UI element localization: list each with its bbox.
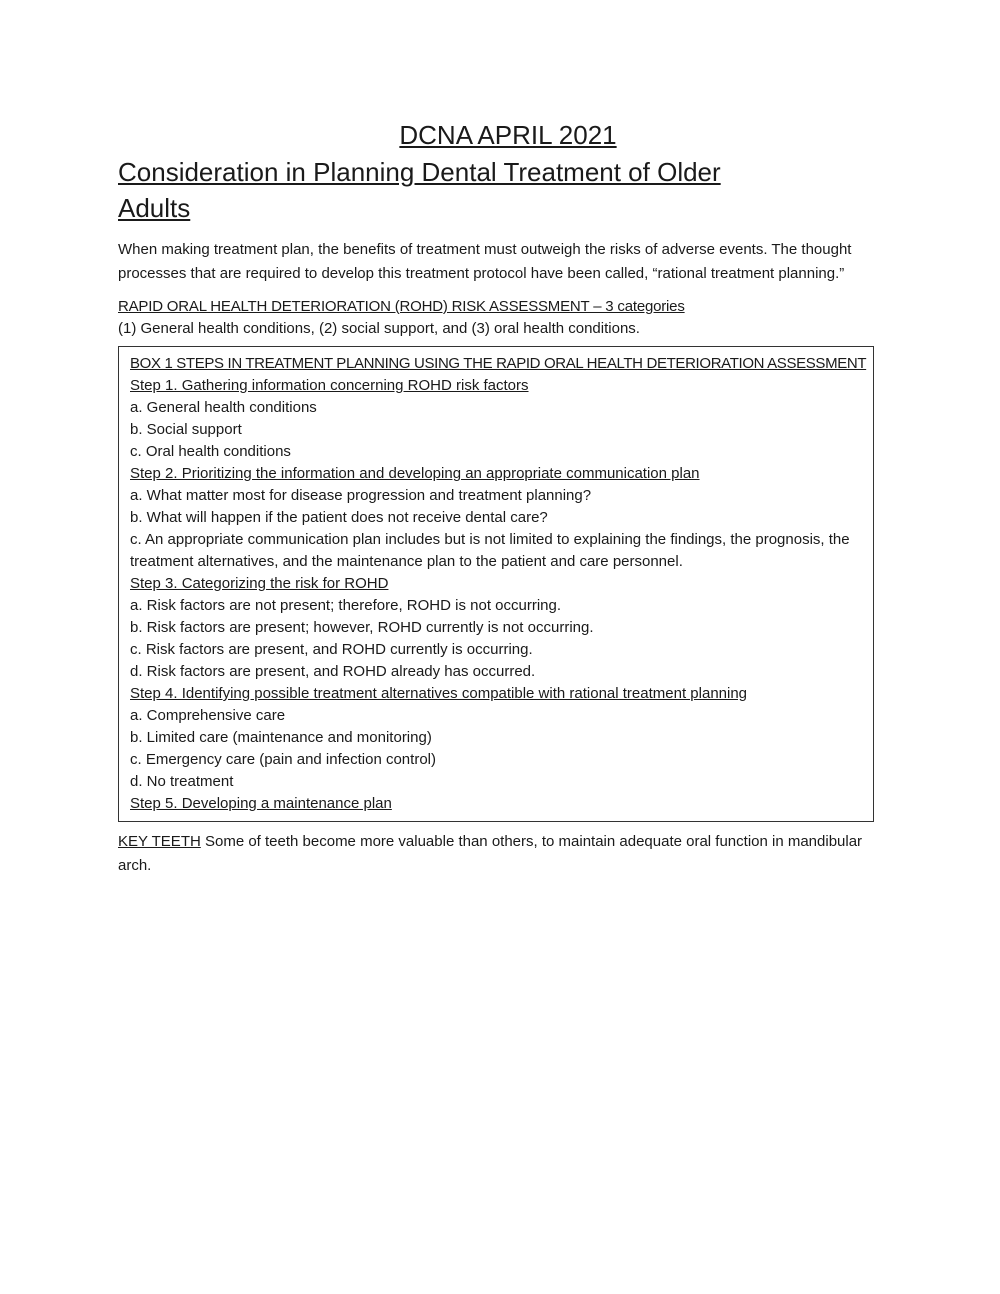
key-teeth-text: Some of teeth become more valuable than others, to maintain adequate oral function in mandibular arch. [118,833,863,874]
step-4-label: Step 4. Identifying possible treatment alternatives compatible with rational treatment planning [130,685,748,702]
step-4-item-b: b. Limited care (maintenance and monitoring) [130,729,432,746]
intro-paragraph: When making treatment plan, the benefits of treatment must outweigh the risks of adverse events. The thought processes that are required to develop this treatment protocol have been called, “rational treatment planning.” [118,241,852,282]
step-2-item-b: b. What will happen if the patient does not receive dental care? [130,509,548,526]
box-1-steps [118,346,874,822]
key-teeth-paragraph [118,830,898,878]
rohd-categories-text: (1) General health conditions, (2) social support, and (3) oral health conditions. [118,320,640,337]
document-page [118,118,898,878]
box-title: BOX 1 STEPS IN TREATMENT PLANNING USING THE RAPID ORAL HEALTH DETERIORATION ASSESSMENT [130,355,867,372]
step-1-item-a: a. General health conditions [130,399,317,416]
step-2-item-a: a. What matter most for disease progression and treatment planning? [130,487,592,504]
step-4-item-c: c. Emergency care (pain and infection control) [130,751,436,768]
step-1-item-c: c. Oral health conditions [130,443,291,460]
step-2-label: Step 2. Prioritizing the information and developing an appropriate communication plan [130,465,700,482]
step-3-label: Step 3. Categorizing the risk for ROHD [130,575,389,592]
document-title: Consideration in Planning Dental Treatment of Older Adults [118,157,721,223]
step-3-item-d: d. Risk factors are present, and ROHD already has occurred. [130,663,536,680]
step-5-label: Step 5. Developing a maintenance plan [130,795,392,812]
step-3-item-b: b. Risk factors are present; however, ROHD currently is not occurring. [130,619,594,636]
step-3-item-c: c. Risk factors are present, and ROHD currently is occurring. [130,641,533,658]
key-teeth-label: KEY TEETH [118,833,201,850]
step-3-item-a: a. Risk factors are not present; therefore, ROHD is not occurring. [130,597,562,614]
rohd-heading: RAPID ORAL HEALTH DETERIORATION (ROHD) RISK ASSESSMENT – 3 categories [118,298,685,315]
step-2-item-c: c. An appropriate communication plan includes but is not limited to explaining the findings, the prognosis, the treatment alternatives, and the maintenance plan to the patient and care personnel. [130,531,850,570]
step-1-label: Step 1. Gathering information concerning ROHD risk factors [130,377,529,394]
step-1-item-b: b. Social support [130,421,242,438]
document-header: DCNA APRIL 2021 [399,120,617,150]
step-4-item-d: d. No treatment [130,773,234,790]
step-4-item-a: a. Comprehensive care [130,707,286,724]
